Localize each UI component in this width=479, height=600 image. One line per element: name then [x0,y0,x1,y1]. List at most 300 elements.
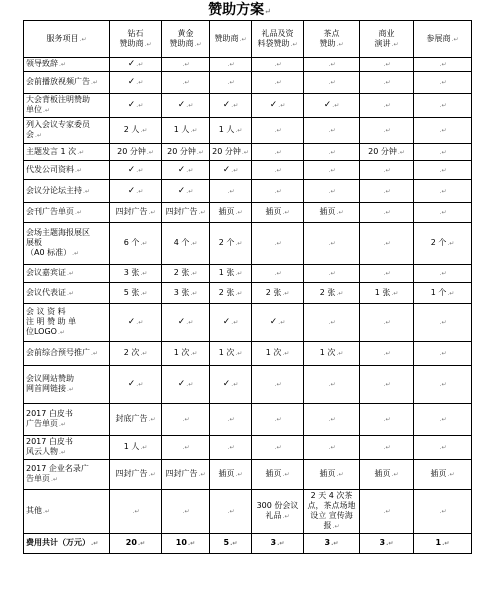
cell-value: 插页 [430,469,447,478]
paragraph-mark: .↵ [136,319,144,326]
paragraph-mark: .↵ [383,444,391,451]
paragraph-mark: .↵ [383,209,391,216]
row-label-text: 代发公司资料.↵ [26,164,82,174]
paragraph-mark: .↵ [91,79,98,86]
paragraph-mark: .↵ [140,240,148,247]
table-cell [360,203,414,223]
paragraph-mark: .↵ [447,240,455,247]
column-header-text: 黄金 [177,28,194,38]
cell-value: 四封广告 [165,207,198,216]
table-row [24,94,472,118]
table-cell [360,180,414,203]
row-label-text: 注 明 赞 助 单 [26,317,77,326]
row-label-text: 会 议 资 料 [26,307,66,316]
checkmark-icon: ✓ [222,164,231,175]
column-header [304,21,360,58]
cell-value: 20 分钟 [117,146,146,156]
table-cell [414,283,472,304]
paragraph-mark: .↵ [231,166,239,174]
paragraph-mark: .↵ [231,319,239,326]
table-row [24,161,472,180]
table-cell [304,534,360,554]
row-label-text: 会议嘉宾证.↵ [26,268,74,277]
checkmark-icon: ✓ [127,185,136,196]
table-cell [110,223,162,265]
table-cell [414,342,472,366]
table-row [24,118,472,144]
table-cell [414,304,472,342]
cell-value: 插页 [319,207,336,216]
row-label [24,180,110,203]
table-cell [162,144,210,161]
paragraph-mark: .↵ [439,270,447,277]
table-cell [162,534,210,554]
table-cell [162,404,210,436]
table-cell [110,534,162,554]
table-cell [210,161,252,180]
paragraph-mark: .↵ [332,523,340,530]
paragraph-mark: .↵ [274,240,282,247]
table-row [24,72,472,94]
checkmark-icon: ✓ [127,379,136,389]
paragraph-mark: .↵ [148,471,156,478]
paragraph-mark: .↵ [186,166,194,174]
cell-value: 1 个 [430,287,447,297]
row-label-text: 2017 白皮书 [26,409,73,418]
row-label [24,342,110,366]
paragraph-mark: .↵ [75,209,82,216]
paragraph-mark: .↵ [328,166,336,174]
paragraph-mark: .↵ [439,319,447,326]
cell-value: 四封广告 [115,469,148,478]
row-label [24,304,110,342]
column-header-text: 赞助商.↵ [119,38,152,48]
paragraph-mark: .↵ [146,148,154,156]
table-cell [110,436,162,460]
checkmark-icon: ✓ [323,100,332,110]
cell-value: 1 张 [374,287,391,297]
paragraph-mark: .↵ [328,240,336,247]
table-cell [110,203,162,223]
table-cell [304,72,360,94]
paragraph-mark: .↵ [274,127,282,134]
table-cell [110,144,162,161]
table-cell [414,460,472,490]
paragraph-mark: .↵ [274,79,282,86]
paragraph-mark: .↵ [439,209,447,216]
table-cell [252,366,304,404]
table-cell [162,58,210,72]
table-cell [414,534,472,554]
paragraph-mark: .↵ [182,508,190,515]
cell-value: 3 [379,538,386,547]
paragraph-mark: .↵ [383,187,391,195]
table-cell [252,490,304,534]
column-header-text: 钻石 [127,28,144,38]
paragraph-mark: .↵ [75,166,82,174]
table-cell [162,460,210,490]
row-label-text: （A0 标准）.↵ [26,248,80,257]
paragraph-mark: .↵ [190,289,198,297]
table-cell [304,180,360,203]
table-cell [414,72,472,94]
table-cell [110,366,162,404]
paragraph-mark: .↵ [67,289,74,297]
paragraph-mark: .↵ [447,289,455,297]
table-cell [360,460,414,490]
paragraph-mark: .↵ [282,350,290,357]
cell-value: 6 个 [123,238,140,247]
paragraph-mark: .↵ [59,421,66,428]
paragraph-mark: .↵ [439,444,447,451]
table-cell [110,404,162,436]
paragraph-mark: .↵ [182,444,190,451]
table-cell [360,72,414,94]
table-header-row [24,21,472,58]
paragraph-mark: .↵ [190,240,198,247]
table-cell [210,490,252,534]
paragraph-mark: .↵ [227,508,235,515]
table-cell [162,118,210,144]
paragraph-mark: .↵ [136,187,144,195]
paragraph-mark: .↵ [439,187,447,195]
table-cell [110,283,162,304]
paragraph-mark: .↵ [439,350,447,357]
row-label-text: 会议代表证.↵ [26,287,74,297]
paragraph-mark: .↵ [383,350,391,357]
checkmark-icon: ✓ [127,317,136,327]
cell-value: 4 个 [173,238,190,247]
cell-value: 1 人 [123,442,140,451]
table-cell [162,72,210,94]
paragraph-mark: .↵ [391,471,399,478]
column-header [24,21,110,58]
paragraph-mark: .↵ [136,61,144,68]
paragraph-mark: .↵ [227,79,235,86]
table-cell [252,534,304,554]
table-cell [304,342,360,366]
table-row [24,404,472,436]
table-cell [252,460,304,490]
paragraph-mark: .↵ [140,350,148,357]
table-cell [360,436,414,460]
table-cell [210,460,252,490]
table-cell [304,490,360,534]
table-row [24,490,472,534]
table-cell [110,94,162,118]
table-cell [360,58,414,72]
paragraph-mark: .↵ [328,127,336,134]
table-cell [210,94,252,118]
row-label-text: 单位.↵ [26,105,50,114]
table-cell [252,223,304,265]
table-cell [304,58,360,72]
paragraph-mark: .↵ [451,35,459,43]
page-title: 赞助方案↵ [208,2,271,18]
cell-value: 插页 [374,469,391,478]
table-cell [252,283,304,304]
table-cell [360,265,414,283]
paragraph-mark: .↵ [274,444,282,451]
row-label-text: 会.↵ [26,130,42,139]
cell-value: 插页 [218,469,235,478]
paragraph-mark: .↵ [57,329,65,336]
paragraph-mark: .↵ [383,102,391,109]
paragraph-mark: .↵ [274,381,282,388]
table-cell [304,161,360,180]
table-cell [304,404,360,436]
row-label [24,404,110,436]
cell-value: 3 张 [173,287,190,297]
paragraph-mark: .↵ [227,416,235,423]
paragraph-mark: .↵ [439,102,447,109]
paragraph-mark: .↵ [235,471,243,478]
row-label-text: 2017 白皮书 [26,437,73,446]
table-cell [304,436,360,460]
cell-value: 2 张 [218,287,235,297]
table-cell [414,180,472,203]
table-cell [304,223,360,265]
column-header [110,21,162,58]
paragraph-mark: .↵ [140,289,148,297]
table-cell [360,94,414,118]
paragraph-mark: .↵ [386,540,394,547]
paragraph-mark: .↵ [442,540,450,547]
row-label-text: 领导致辞.↵ [26,59,66,68]
paragraph-mark: .↵ [282,209,290,216]
table-row [24,58,472,72]
table-cell [252,180,304,203]
column-header-text: 参展商.↵ [426,33,459,43]
paragraph-mark: .↵ [274,61,282,68]
row-label-text: 位LOGO.↵ [26,327,65,336]
checkmark-icon: ✓ [269,100,278,110]
table-row [24,304,472,342]
paragraph-mark: .↵ [196,148,204,156]
table-cell [110,118,162,144]
row-label [24,223,110,265]
paragraph-mark: .↵ [328,381,336,388]
row-label [24,490,110,534]
table-row [24,436,472,460]
table-cell [210,404,252,436]
table-cell [360,144,414,161]
table-cell [414,94,472,118]
table-cell [360,283,414,304]
paragraph-mark: .↵ [186,102,194,109]
paragraph-mark: .↵ [83,187,90,195]
table-cell [360,223,414,265]
cell-value: 插页 [265,207,282,216]
column-header-text: 赞助.↵ [319,38,344,48]
paragraph-mark: .↵ [136,166,144,174]
paragraph-mark: .↵ [140,127,148,134]
paragraph-mark: .↵ [336,471,344,478]
paragraph-mark: .↵ [67,270,74,277]
row-label [24,283,110,304]
table-cell [252,304,304,342]
table-row [24,366,472,404]
table-cell [252,342,304,366]
paragraph-mark: .↵ [290,40,298,48]
cell-value: 20 分钟 [368,146,397,156]
row-label [24,460,110,490]
checkmark-icon: ✓ [127,100,136,110]
table-cell [162,304,210,342]
table-cell [252,265,304,283]
paragraph-mark: .↵ [198,209,206,216]
cell-value: 插页 [319,469,336,478]
paragraph-mark: .↵ [72,250,80,257]
column-header [162,21,210,58]
table-row [24,534,472,554]
paragraph-mark: .↵ [91,540,99,547]
paragraph-mark: .↵ [198,471,206,478]
cell-value: 20 分钟 [212,146,241,156]
table-cell [360,118,414,144]
paragraph-mark: .↵ [282,289,290,297]
row-label [24,436,110,460]
paragraph-mark: .↵ [77,148,85,156]
column-header [414,21,472,58]
paragraph-mark: .↵ [235,127,243,134]
table-row [24,203,472,223]
table-row [24,144,472,161]
paragraph-mark: .↵ [391,289,399,297]
paragraph-mark: .↵ [383,166,391,174]
column-header-text: 料袋赞助.↵ [257,38,298,48]
row-label [24,265,110,283]
table-cell [252,94,304,118]
paragraph-mark: .↵ [277,540,285,547]
table-cell [110,72,162,94]
table-cell [162,265,210,283]
table-cell [162,161,210,180]
table-cell [360,342,414,366]
paragraph-mark: .↵ [397,148,405,156]
paragraph-mark: .↵ [383,416,391,423]
column-header [252,21,304,58]
paragraph-mark: .↵ [328,416,336,423]
paragraph-mark: .↵ [136,381,144,388]
paragraph-mark: .↵ [136,102,144,109]
paragraph-mark: .↵ [186,381,194,388]
checkmark-icon: ✓ [177,379,186,389]
column-header-text: 赞助商.↵ [169,38,202,48]
table-cell [210,436,252,460]
row-label [24,203,110,223]
table-cell [252,436,304,460]
paragraph-mark: .↵ [137,540,146,547]
paragraph-mark: .↵ [328,79,336,86]
paragraph-mark: .↵ [235,240,243,247]
paragraph-mark: .↵ [43,107,50,114]
paragraph-mark: .↵ [186,187,194,195]
row-label-text: 告单页.↵ [26,474,58,483]
table-cell [360,304,414,342]
column-header [360,21,414,58]
checkmark-icon: ✓ [177,164,186,175]
table-cell [414,58,472,72]
table-cell [360,490,414,534]
paragraph-mark: .↵ [235,209,243,216]
row-label-text: 大会背板注明赞助 [26,95,90,104]
table-cell [210,118,252,144]
checkmark-icon: ✓ [222,317,231,327]
column-header-text: 服务项目.↵ [46,33,87,43]
paragraph-mark: .↵ [336,40,344,48]
paragraph-mark: .↵ [274,416,282,423]
paragraph-mark: .↵ [328,187,336,195]
table-row [24,283,472,304]
cell-value: 10 [175,538,187,547]
cell-value: 1 [435,538,442,547]
paragraph-mark: .↵ [239,35,247,43]
cell-value: 插页 [265,469,282,478]
table-cell [252,144,304,161]
paragraph-mark: .↵ [328,319,336,326]
row-label-text: 会议网站赞助 [26,374,74,383]
paragraph-mark: .↵ [182,416,190,423]
table-cell [210,534,252,554]
row-label [24,366,110,404]
table-row [24,265,472,283]
paragraph-mark: .↵ [182,61,190,68]
table-cell [304,366,360,404]
table-cell [110,265,162,283]
paragraph-mark: .↵ [383,79,391,86]
table-cell [414,203,472,223]
table-cell [252,72,304,94]
cell-value: 5 [223,538,230,547]
sponsorship-table [23,20,472,554]
paragraph-mark: .↵ [241,148,249,156]
paragraph-mark: .↵ [182,79,190,86]
table-cell [304,144,360,161]
cell-value: 2 次 [123,348,140,357]
column-header-text: 赞助商.↵ [214,33,247,43]
cell-value: 2 个 [430,238,447,247]
paragraph-mark: .↵ [391,40,399,48]
table-cell [252,118,304,144]
column-header-text: 茶点 [323,28,340,38]
table-cell [414,436,472,460]
table-cell [110,490,162,534]
checkmark-icon: ✓ [269,317,278,327]
paragraph-mark: .↵ [383,240,391,247]
cell-value: 300 份会议礼品 [256,501,299,520]
paragraph-mark: .↵ [439,416,447,423]
row-label-text: 列入会议专家委员 [26,120,90,129]
table-cell [304,283,360,304]
paragraph-mark: .↵ [190,127,198,134]
checkmark-icon: ✓ [127,59,136,69]
table-cell [110,58,162,72]
paragraph-mark: .↵ [383,127,391,134]
column-header [210,21,252,58]
paragraph-mark: .↵ [328,444,336,451]
table-cell [252,161,304,180]
paragraph-mark: .↵ [186,319,194,326]
paragraph-mark: .↵ [439,127,447,134]
paragraph-mark: .↵ [230,540,238,547]
checkmark-icon: ✓ [177,100,186,110]
paragraph-mark: .↵ [336,350,344,357]
paragraph-mark: .↵ [278,319,286,326]
cell-value: 四封广告 [115,207,148,216]
paragraph-mark: .↵ [383,61,391,68]
cell-value: 20 [125,538,137,547]
